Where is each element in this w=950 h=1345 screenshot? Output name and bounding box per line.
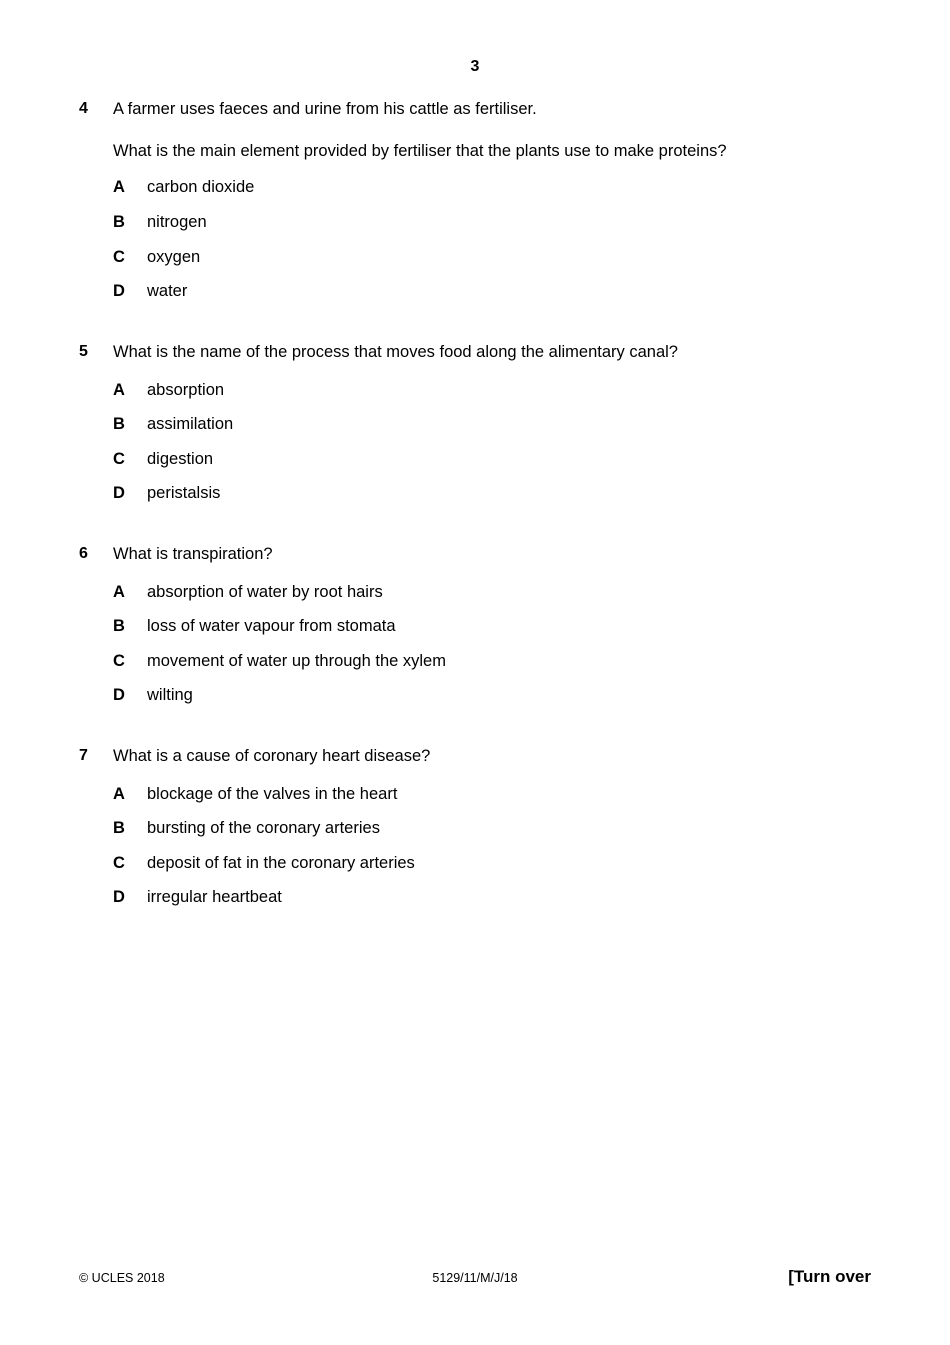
option-text: loss of water vapour from stomata <box>147 617 396 635</box>
option-letter: C <box>113 248 125 266</box>
option-letter: B <box>113 819 125 837</box>
question-text: What is a cause of coronary heart disease? <box>113 747 431 765</box>
paper-code: 5129/11/M/J/18 <box>432 1271 518 1285</box>
option-letter: C <box>113 450 125 468</box>
question-text: A farmer uses faeces and urine from his cattle as fertiliser. <box>113 100 537 118</box>
option-letter: D <box>113 282 125 300</box>
question-number: 7 <box>79 747 88 764</box>
option-text: nitrogen <box>147 213 207 231</box>
option-letter: A <box>113 583 125 601</box>
option-text: movement of water up through the xylem <box>147 652 446 670</box>
option-letter: B <box>113 617 125 635</box>
option-letter: D <box>113 888 125 906</box>
option-letter: D <box>113 484 125 502</box>
option-text: wilting <box>147 686 193 704</box>
turn-over-label: [Turn over <box>788 1267 871 1286</box>
option-text: absorption of water by root hairs <box>147 583 383 601</box>
option-letter: A <box>113 785 125 803</box>
option-text: deposit of fat in the coronary arteries <box>147 854 415 872</box>
question-number: 6 <box>79 545 88 562</box>
option-text: digestion <box>147 450 214 468</box>
option-text: carbon dioxide <box>147 178 255 196</box>
question-number: 5 <box>79 343 88 360</box>
option-text: oxygen <box>147 248 201 266</box>
option-letter: B <box>113 213 125 231</box>
question-number: 4 <box>79 100 88 117</box>
option-text: bursting of the coronary arteries <box>147 819 380 837</box>
option-text: peristalsis <box>147 484 221 502</box>
option-text: assimilation <box>147 415 234 433</box>
option-letter: A <box>113 178 125 196</box>
copyright-notice: © UCLES 2018 <box>79 1271 165 1285</box>
question-text: What is transpiration? <box>113 545 273 563</box>
page-number: 3 <box>470 58 480 75</box>
option-letter: D <box>113 686 125 704</box>
option-text: water <box>147 282 188 300</box>
question-prompt: What is the main element provided by fertiliser that the plants use to make proteins? <box>113 142 727 160</box>
option-text: blockage of the valves in the heart <box>147 785 398 803</box>
option-letter: C <box>113 652 125 670</box>
option-letter: B <box>113 415 125 433</box>
option-text: absorption <box>147 381 225 399</box>
option-letter: A <box>113 381 125 399</box>
option-letter: C <box>113 854 125 872</box>
option-text: irregular heartbeat <box>147 888 282 906</box>
question-text: What is the name of the process that moves food along the alimentary canal? <box>113 343 678 361</box>
